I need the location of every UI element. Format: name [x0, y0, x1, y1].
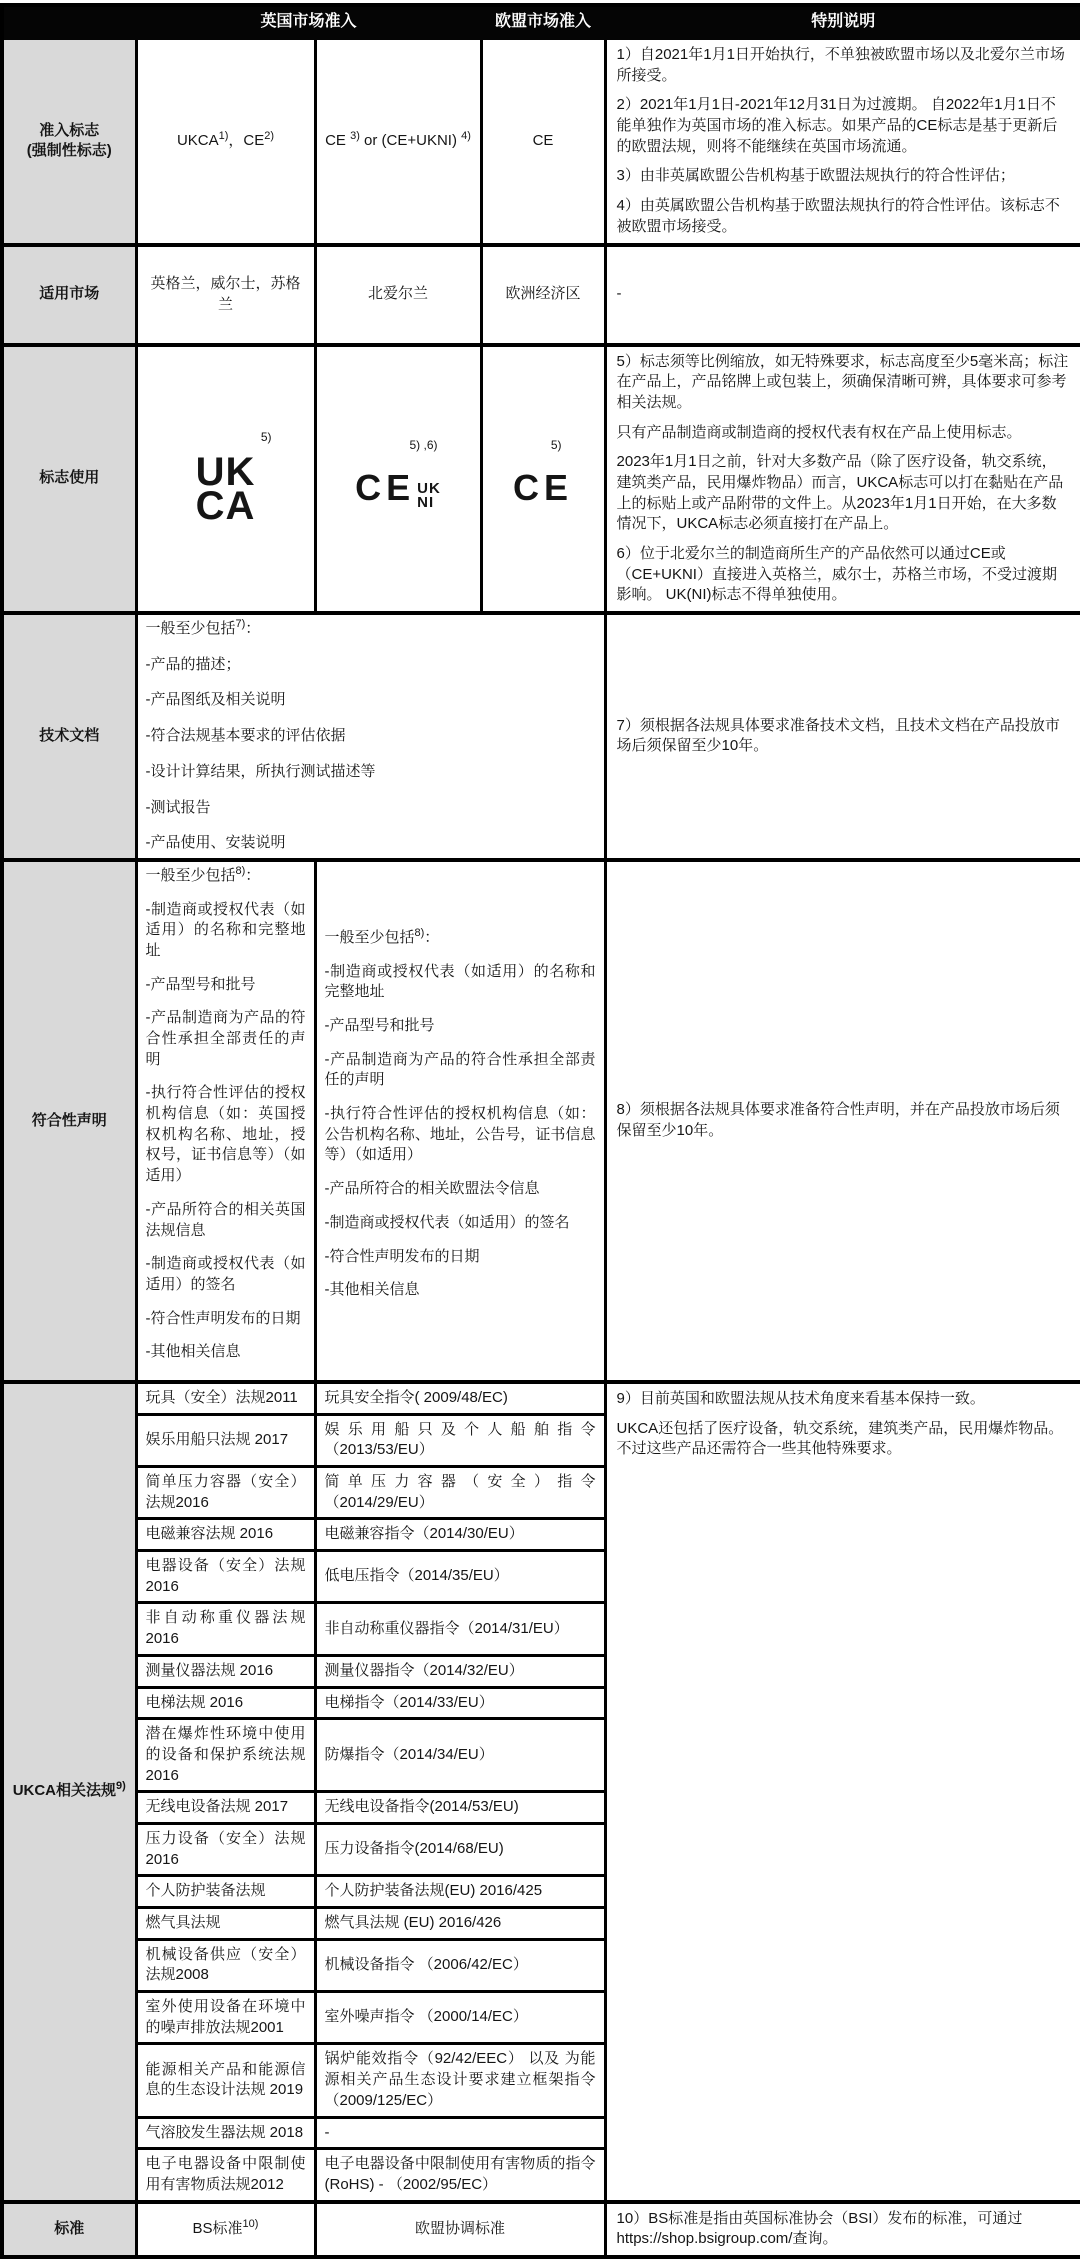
ukca-logo-line1: UK [195, 450, 256, 495]
cell-reg-uk: 非自动称重仪器法规 2016 [136, 1603, 315, 1655]
cell-reg-eu: 个人防护装备法规(EU) 2016/425 [315, 1876, 605, 1908]
row-label-declaration-of-conformity: 符合性声明 [2, 860, 136, 1382]
cell-doc-notes: 8）须根据各法规具体要求准备符合性声明，并在产品投放市场后须保留至少10年。 [605, 860, 1080, 1382]
cell-reg-uk: 测量仪器法规 2016 [136, 1655, 315, 1687]
row-mark-usage [2, 345, 1080, 614]
row-label-mark-usage: 标志使用 [2, 345, 136, 614]
note-9: 9）目前英国和欧盟法规从技术角度来看基本保持一致。 [616, 1389, 985, 1407]
cell-admission-eu: CE [481, 39, 605, 245]
cell-reg-uk: 娱乐用船只法规 2017 [136, 1414, 315, 1466]
doc-intro-text: 一般至少包括 [324, 928, 415, 946]
cell-reg-uk: 潜在爆炸性环境中使用的设备和保护系统法规 2016 [136, 1719, 315, 1792]
ce-ukni-logo-icon [325, 463, 472, 513]
row-admission-marks [2, 39, 1080, 245]
cell-reg-eu: 玩具安全指令( 2009/48/EC) [315, 1382, 605, 1414]
cell-reg-eu: 低电压指令（2014/35/EU） [315, 1551, 605, 1603]
doc-intro-colon: ： [424, 928, 440, 946]
cell-standards-eu: 欧盟协调标准 [315, 2202, 605, 2257]
footnote-ref-5: 5) [260, 429, 272, 444]
bs-standard-text: BS标准 [192, 2219, 243, 2237]
note-2: 2）2021年1月1日-2021年12月31日为过渡期。 自2022年1月1日不能单独作为英国市场的准入标志。如果产品的CE标志是基于更新后的欧盟法规，则将不能继续在英国市场流通。 [616, 96, 1058, 155]
ukni-logo-line1: UK [417, 480, 441, 497]
cell-reg-uk: 电器设备（安全）法规 2016 [136, 1551, 315, 1603]
row-label-admission-marks [2, 39, 136, 245]
cell-reg-eu: 无线电设备指令(2014/53/EU) [315, 1792, 605, 1824]
footnote-ref-9: 9) [116, 1780, 126, 1793]
cell-reg-uk: 能源相关产品和能源信息的生态设计法规 2019 [136, 2044, 315, 2117]
cell-standards-notes: 10）BS标准是指由英国标准协会（BSI）发布的标准，可通过 https://shop.bsigroup.com/查询。 [605, 2202, 1080, 2257]
header-empty-cell [2, 5, 136, 39]
footnote-ref-7: 7) [235, 618, 246, 631]
cell-reg-uk: 个人防护装备法规 [136, 1876, 315, 1908]
cell-reg-uk: 简单压力容器（安全）法规2016 [136, 1467, 315, 1519]
ce-logo-icon: CE [513, 467, 574, 509]
cell-reg-uk: 无线电设备法规 2017 [136, 1792, 315, 1824]
ukni-logo-line2: NI [417, 494, 435, 512]
cell-reg-uk: 电梯法规 2016 [136, 1687, 315, 1719]
footnote-ref-3: 3) [350, 129, 360, 142]
cell-standards-uk [136, 2202, 315, 2257]
cell-reg-eu: 非自动称重仪器指令（2014/31/EU） [315, 1603, 605, 1655]
doc-eu-item: -制造商或授权代表（如适用）的名称和完整地址 [324, 962, 596, 1001]
ukca-logo-line2: CA [195, 484, 256, 529]
cell-reg-uk: 电磁兼容法规 2016 [136, 1519, 315, 1551]
doc-uk-item: -其他相关信息 [145, 1343, 241, 1361]
doc-eu-item: -执行符合性评估的授权机构信息（如：公告机构名称、地址，公告号，证书信息等）（如适用） [324, 1105, 596, 1164]
row-applicable-markets [2, 245, 1080, 345]
cell-reg-uk: 燃气具法规 [136, 1908, 315, 1940]
techdoc-item: -产品使用、安装说明 [145, 834, 286, 852]
cell-reg-eu: 电子电器设备中限制使用有害物质的指令(RoHS) - （2002/95/EC） [315, 2149, 605, 2202]
doc-intro [325, 928, 596, 949]
ukca-logo-icon [146, 450, 306, 529]
footnote-ref-8: 8) [235, 864, 246, 877]
row-label-text: 准入标志 [39, 121, 100, 139]
row-label-standards: 标准 [2, 2202, 136, 2257]
cell-reg-eu: 室外噪声指令 （2000/14/EC） [315, 1992, 605, 2044]
note-6: 6）位于北爱尔兰的制造商所生产的产品依然可以通过CE或（CE+UKNI）直接进入英格兰，威尔士，苏格兰市场，不受过渡期影响。 UK(NI)标志不得单独使用。 [616, 545, 1057, 604]
doc-eu-item: -制造商或授权代表（如适用）的签名 [324, 1213, 570, 1231]
techdoc-item: -符合法规基本要求的评估依据 [145, 727, 346, 745]
note-3: 3）由非英属欧盟公告机构基于欧盟法规执行的符合性评估； [616, 167, 1015, 185]
cell-marking-uk [136, 345, 315, 614]
row-technical-documentation [2, 613, 1080, 860]
doc-uk-item: -产品所符合的相关英国法规信息 [145, 1200, 306, 1239]
footnote-ref-5-6: 5) ,6) [409, 437, 438, 452]
note-1: 1）自2021年1月1日开始执行，不单独被欧盟市场以及北爱尔兰市场所接受。 [616, 46, 1065, 84]
doc-uk-item: -符合性声明发布的日期 [145, 1309, 301, 1327]
row-regulation [2, 1382, 1080, 1414]
techdoc-intro [146, 619, 596, 640]
cell-reg-eu: 电梯指令（2014/33/EU） [315, 1687, 605, 1719]
note-5-extra1: 只有产品制造商或制造商的授权代表有权在产品上使用标志。 [616, 423, 1022, 441]
doc-intro-colon: ： [245, 866, 261, 884]
cell-reg-eu: 娱乐用船只及个人船舶指令 （2013/53/EU） [315, 1414, 605, 1466]
techdoc-item: -设计计算结果，所执行测试描述等 [145, 762, 376, 780]
cell-reg-uk: 压力设备（安全）法规 2016 [136, 1823, 315, 1875]
row-declaration-of-conformity [2, 860, 1080, 1382]
cell-markets-northern-ireland: 北爱尔兰 [315, 245, 481, 345]
doc-eu-item: -产品制造商为产品的符合性承担全部责任的声明 [324, 1050, 596, 1089]
techdoc-intro-colon: ： [245, 620, 261, 638]
cell-markets-notes: - [605, 245, 1080, 345]
footnote-ref-5b: 5) [550, 437, 562, 452]
table-header-row [2, 5, 1080, 39]
cell-reg-eu: 简单压力容器（安全）指令 （2014/29/EU） [315, 1467, 605, 1519]
cell-markets-uk: 英格兰，威尔士，苏格兰 [136, 245, 315, 345]
row-label-ukca-regulations [2, 1382, 136, 2202]
doc-uk-item: -制造商或授权代表（如适用）的签名 [145, 1255, 306, 1293]
doc-eu-item: -产品所符合的相关欧盟法令信息 [324, 1180, 540, 1198]
note-4: 4）由英属欧盟公告机构基于欧盟法规执行的符合性评估。该标志不被欧盟市场接受。 [616, 197, 1060, 235]
cell-marking-northern-ireland [315, 345, 481, 614]
regulations-label-text: UKCA相关法规 [12, 1782, 117, 1800]
doc-intro-text: 一般至少包括 [145, 866, 236, 884]
cell-reg-uk: 机械设备供应（安全）法规2008 [136, 1939, 315, 1991]
note-5: 5）标志须等比例缩放，如无特殊要求，标志高度至少5毫米高；标注在产品上，产品铭牌上或包装上，须确保清晰可辨，具体要求可参考相关法规。 [616, 352, 1069, 411]
doc-uk-item: -执行符合性评估的授权机构信息（如：英国授权机构名称、地址，授权号，证书信息等）（如适用） [145, 1084, 306, 1185]
cell-reg-uk: 电子电器设备中限制使用有害物质法规2012 [136, 2149, 315, 2202]
footnote-ref-4: 4) [461, 129, 471, 142]
note-9-extra: UKCA还包括了医疗设备，轨交系统，建筑类产品，民用爆炸物品。不过这些产品还需符合一些其他特殊要求。 [616, 1419, 1064, 1458]
header-uk-market: 英国市场准入 [136, 5, 481, 39]
cell-techdoc-content [136, 613, 605, 860]
doc-eu-item: -其他相关信息 [324, 1281, 420, 1299]
footnote-ref-1: 1) [218, 129, 229, 142]
doc-intro [146, 866, 306, 887]
cell-admission-notes [605, 39, 1080, 245]
doc-eu-item: -产品型号和批号 [324, 1017, 435, 1034]
note-5-extra2: 2023年1月1日之前，针对大多数产品（除了医疗设备，轨交系统，建筑类产品，民用爆炸物品）而言，UKCA标志可以打在黏贴在产品上的标贴上或产品附带的文件上。从2023年1月1日开始，在大多数情况下，UKCA标志必须直接打在产品上。 [616, 453, 1064, 533]
header-eu-market: 欧盟市场准入 [481, 5, 605, 39]
cell-reg-eu: - [315, 2117, 605, 2149]
doc-uk-item: -制造商或授权代表（如适用）的名称和完整地址 [145, 900, 306, 959]
row-standards [2, 2202, 1080, 2257]
cell-admission-uk [136, 39, 315, 245]
cell-markets-eu: 欧洲经济区 [481, 245, 605, 345]
cell-reg-eu: 压力设备指令(2014/68/EU) [315, 1823, 605, 1875]
header-special-notes: 特别说明 [605, 5, 1080, 39]
cell-reg-eu: 电磁兼容指令（2014/30/EU） [315, 1519, 605, 1551]
cell-admission-northern-ireland [315, 39, 481, 245]
ukca-mark-text: UKCA [176, 131, 219, 149]
techdoc-item: -产品图纸及相关说明 [145, 691, 286, 709]
footnote-ref-10: 10) [242, 2217, 259, 2230]
cell-reg-eu: 机械设备指令 （2006/42/EC） [315, 1939, 605, 1991]
cell-marking-eu [481, 345, 605, 614]
ce-logo-icon: CE [355, 467, 416, 509]
cell-reg-eu: 锅炉能效指令（92/42/EEC） 以及 为能源相关产品生态设计要求建立框架指令 （2009/125/EC） [315, 2044, 605, 2117]
ukni-logo-icon [417, 482, 441, 511]
techdoc-intro-text: 一般至少包括 [145, 620, 236, 638]
cell-reg-eu: 测量仪器指令（2014/32/EU） [315, 1655, 605, 1687]
ce-mark-text: CE [325, 131, 351, 149]
cell-reg-uk: 玩具（安全）法规2011 [136, 1382, 315, 1414]
cell-regulations-notes [605, 1382, 1080, 2202]
row-label-applicable-markets: 适用市场 [2, 245, 136, 345]
doc-uk-item: -产品制造商为产品的符合性承担全部责任的声明 [145, 1009, 306, 1068]
cell-marking-notes [605, 345, 1080, 614]
row-label-technical-documentation: 技术文档 [2, 613, 136, 860]
cell-reg-eu: 燃气具法规 (EU) 2016/426 [315, 1908, 605, 1940]
row-label-subtext: (强制性标志) [26, 142, 112, 160]
cell-techdoc-notes: 7）须根据各法规具体要求准备技术文档，且技术文档在产品投放市场后须保留至少10年。 [605, 613, 1080, 860]
ce-mark-text: ，CE [228, 131, 265, 149]
footnote-ref-2: 2) [264, 129, 275, 142]
cell-reg-uk: 室外使用设备在环境中的噪声排放法规2001 [136, 1992, 315, 2044]
cell-doc-eu [315, 860, 605, 1382]
cell-reg-uk: 气溶胶发生器法规 2018 [136, 2117, 315, 2149]
cell-doc-uk [136, 860, 315, 1382]
ukca-ce-comparison-table [0, 3, 1080, 2259]
ce-ukni-mark-text: or (CE+UKNI) [359, 131, 462, 149]
footnote-ref-8: 8) [414, 926, 425, 939]
cell-reg-eu: 防爆指令（2014/34/EU） [315, 1719, 605, 1792]
techdoc-item: -测试报告 [145, 798, 211, 816]
doc-uk-item: -产品型号和批号 [145, 975, 256, 993]
doc-eu-item: -符合性声明发布的日期 [324, 1247, 480, 1265]
techdoc-item: -产品的描述； [145, 655, 241, 673]
